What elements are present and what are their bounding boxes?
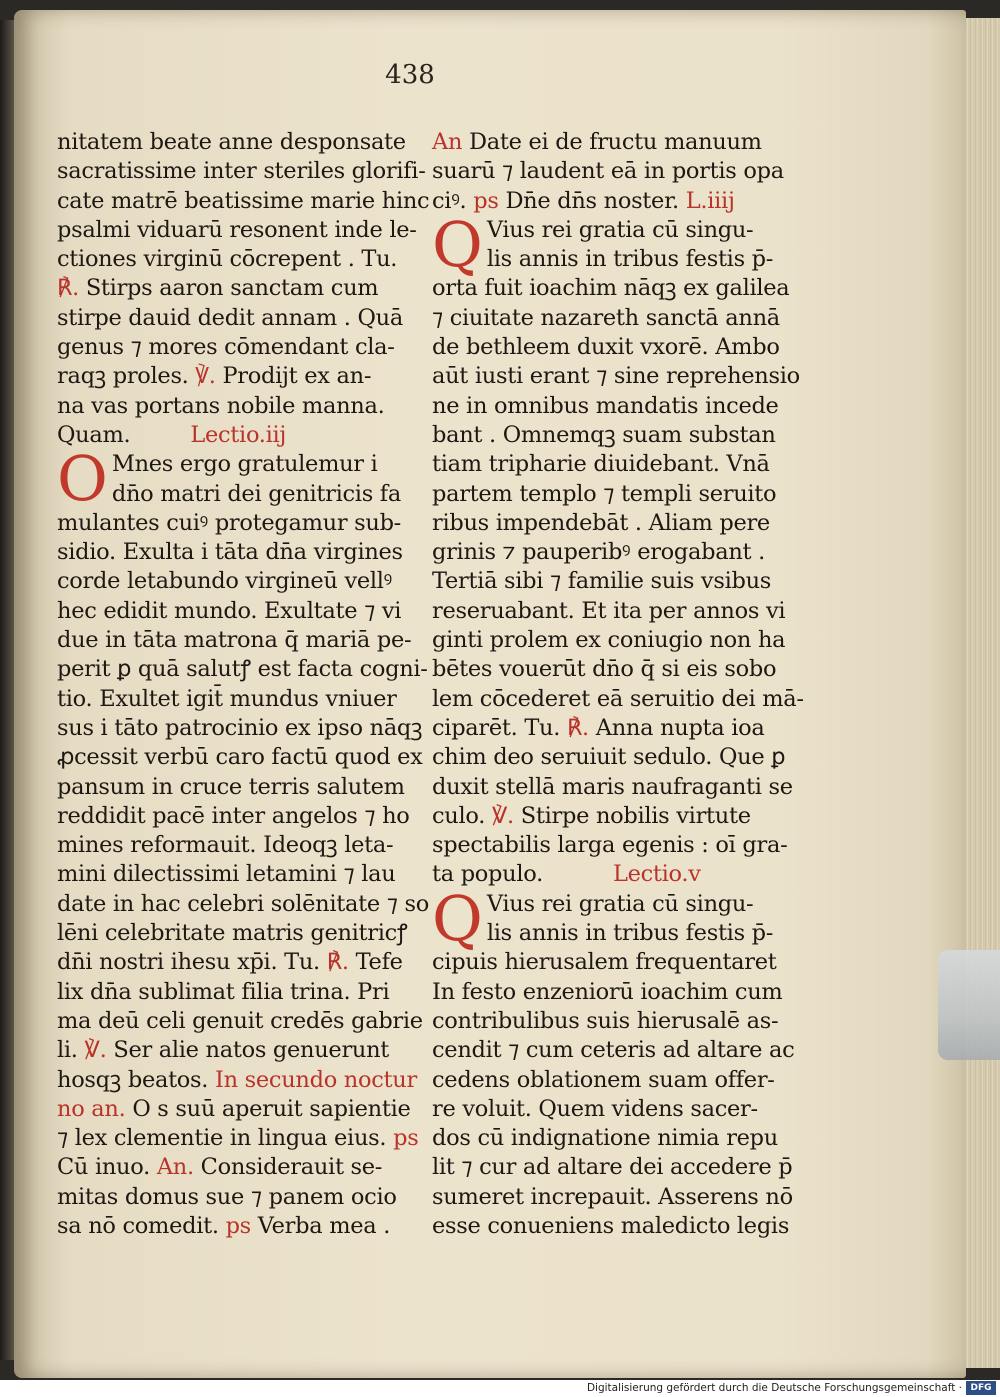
text-line: grinis ⁊ pauperibꝰ erogabant . [432,539,765,566]
text-line: duxit stellā maris naufraganti se [432,773,793,800]
text-line: mines reformauit. Ideoqꝫ leta- [57,832,394,859]
text-span: ⁊ lex clementie in lingua eius. [57,1125,387,1152]
text-line: genus ⁊ mores cōmendant cla- [57,334,395,361]
text-line: reddidit pacē inter angelos ⁊ ho [57,802,410,829]
text-line: tio. Exultet igit̄ mundus vniuer [57,685,397,712]
text-line: lit ⁊ cur ad altare dei accedere p̄ [432,1154,793,1181]
text-line: lix dn̄a sublimat filia trina. Pri [57,978,390,1005]
initial-paragraph [432,207,777,281]
text-line: mulantes cuiꝰ protegamur sub- [57,509,401,536]
rubric-lectio: Lectio.iij [190,421,287,448]
text-line [432,187,777,216]
text-line [57,1212,417,1241]
bookmark-tab [938,950,1000,1060]
text-line [432,860,777,889]
text-line: stirpe dauid dedit annam . Quā [57,304,403,331]
text-line: due in tāta matrona q̄ mariā pe- [57,627,412,654]
text-span: Ser alie natos genuerunt [113,1037,390,1064]
text-line [432,128,777,157]
funding-credit: Digitalisierung gefördert durch die Deutsche Forschungsgemeinschaft · [586,1382,962,1394]
text-span: O s suū aperuit sapientie [132,1095,411,1122]
text-line: sus i tāto patrocinio ex ipso nāqꝫ [57,714,423,741]
rubric: ℟. [57,275,79,302]
text-line [57,1153,417,1182]
text-line: hec edidit mundo. Exultate ⁊ vi [57,597,402,624]
text-span: Tefe [355,949,403,976]
rubric: ℟. [566,714,589,741]
text-span: Stirpe nobilis virtute [520,802,751,829]
text-line [57,274,417,303]
decorated-initial: O [57,442,108,516]
text-span: ciꝰ. [432,187,467,214]
right-column [432,128,804,1241]
text-span: ciparēt. Tu. [432,714,561,741]
decorated-initial: Q [432,207,483,281]
text-span: raqꝫ proles. [57,363,189,390]
text-line: ma deū celi genuit credēs gabrie [57,1007,423,1034]
text-span: Date ei de fructu manuum [469,129,762,155]
text-line: dos cū indignatione nimia repu [432,1125,778,1152]
text-line: Mnes ergo gratulemur i [111,451,378,478]
text-line: nitatem beate anne desponsate [57,129,406,155]
text-line [432,714,777,743]
text-span: Anna nupta ioa [595,714,765,741]
text-line: ginti prolem ex coniugio non ha [432,627,786,654]
text-line: chim deo seruiuit sedulo. Que ꝑ [432,744,786,771]
text-line: date in hac celebri solēnitate ⁊ so [57,890,429,917]
text-line: lis annis in tribus festis p̄- [486,920,774,947]
text-line: sidio. Exulta i tāta dn̄a virgines [57,539,403,566]
text-line: tiam triphariе diuidebant. Vnā [432,451,770,478]
text-line: perit ꝑ quā salutꝭ est facta cogni- [57,656,428,683]
rubric: no an. [57,1095,126,1122]
text-span: li. [57,1037,78,1064]
decorated-initial: Q [432,881,483,955]
text-line: psalmi viduarū resonent inde le- [57,216,417,243]
text-line [57,948,417,977]
text-line: na vas portans nobile manna. [57,392,385,419]
text-span: culo. [432,802,486,829]
text-line: partem templo ⁊ templi seruito [432,480,777,507]
text-span: Prodijt ex an- [222,363,372,390]
text-line: ne in omnibus mandatis incede [432,392,779,419]
text-line: cate matrē beatissime marie hinc [57,187,430,214]
folio-number: 438 [385,60,435,90]
rubric: In secundo noctur [215,1066,417,1093]
text-span: sa nō comedit. [57,1212,219,1239]
text-span: Quam. [57,421,131,448]
text-line: cedens oblationem suam offer- [432,1066,775,1093]
text-line: dn̄o matri dei genitricis fa [111,480,401,507]
left-column [57,128,430,1241]
text-span: Cū inuo. [57,1154,150,1181]
rubric: ℟. [326,949,349,976]
page-edges [964,18,1000,1368]
text-line: mitas domus sue ⁊ panem ocio [57,1183,397,1210]
text-span: Considerauit se- [200,1154,383,1181]
text-span: Stirps aaron sanctam cum [85,275,379,302]
text-line: cendit ⁊ cum ceteris ad altare ac [432,1037,795,1064]
text-block-a [57,128,430,274]
text-line: ⁊ ciuitate nazareth sanctā annā [432,304,780,331]
text-line [57,1036,417,1065]
rubric: ℣. [84,1037,107,1064]
text-line: cipuis hierusalem frequentaret [432,949,777,976]
text-line [57,362,417,391]
text-line: de bethleem duxit vxorē. Ambo [432,334,780,361]
text-line: bētes vouerūt dn̄o q̄ si eis sobo [432,656,777,683]
text-line [432,802,777,831]
text-line: lem cōcederet eā seruitio dei mā- [432,685,804,712]
text-line: orta fuit ioachim nāqꝫ ex galilea [432,275,790,302]
text-line [57,1095,417,1124]
text-line: ctiones virginū cōcrepent . Tu. [57,246,398,273]
rubric-lectio: Lectio.v [612,861,701,888]
rubric: An. [156,1154,194,1181]
text-line: lis annis in tribus festis p̄- [486,246,774,273]
text-line: Vius rei gratia cū singu- [486,890,754,917]
text-line [57,1124,417,1153]
rubric: ps [473,187,499,214]
text-line: lēni celebritate matris genitricꝭ [57,920,408,947]
text-span: Dn̄e dn̄s noster. [505,187,679,214]
rubric: ℣. [195,363,216,390]
text-line: aūt iusti erant ⁊ sine reprehensio [432,363,800,390]
text-line: contribulibus suis hierusalē as- [432,1007,779,1034]
rubric: ℣. [491,802,514,829]
text-span: hosqꝫ beatos. [57,1066,209,1093]
initial-paragraph [57,442,417,516]
text-line: re voluit. Quem videns sacer- [432,1095,758,1122]
text-span: ta populo. [432,861,543,888]
text-span: Verba mea . [257,1212,391,1239]
text-line [57,421,417,450]
text-line: esse conueniens maledicto legis [432,1212,790,1239]
rubric: An [432,129,463,155]
text-line: suarū ⁊ laudent eā in portis opa [432,158,784,185]
text-line: spectabilis larga egenis : oī gra- [432,832,788,859]
text-line: sumeret increpauit. Asserens nō [432,1183,793,1210]
text-line: ꝓcessit verbū caro factū quod ex [57,744,423,771]
text-span: dn̄i nostri ihesu xp̄i. Tu. [57,949,320,976]
text-line: pansum in cruce terris salutem [57,773,405,800]
dfg-logo: DFG [966,1381,996,1395]
text-line: sacratissime inter steriles glorifi- [57,158,426,185]
rubric: ps [225,1212,251,1239]
text-line: bant . Omnemqꝫ suam substan [432,421,776,448]
text-line: reseruabant. Et ita per annos vi [432,597,786,624]
text-line: corde letabundo virgineū vellꝰ [57,568,392,595]
text-line: mini dilectissimi letamini ⁊ lau [57,861,396,888]
initial-paragraph [432,881,777,955]
text-line: Vius rei gratia cū singu- [486,216,754,243]
rubric: L.iiij [685,187,735,214]
text-line: ribus impendebāt . Aliam pere [432,509,770,536]
text-line: Tertiā sibi ⁊ familie suis vsibus [432,568,772,595]
text-line: In festo enzeniorū ioachim cum [432,978,783,1005]
text-line [57,1066,417,1095]
rubric: ps [393,1125,419,1152]
